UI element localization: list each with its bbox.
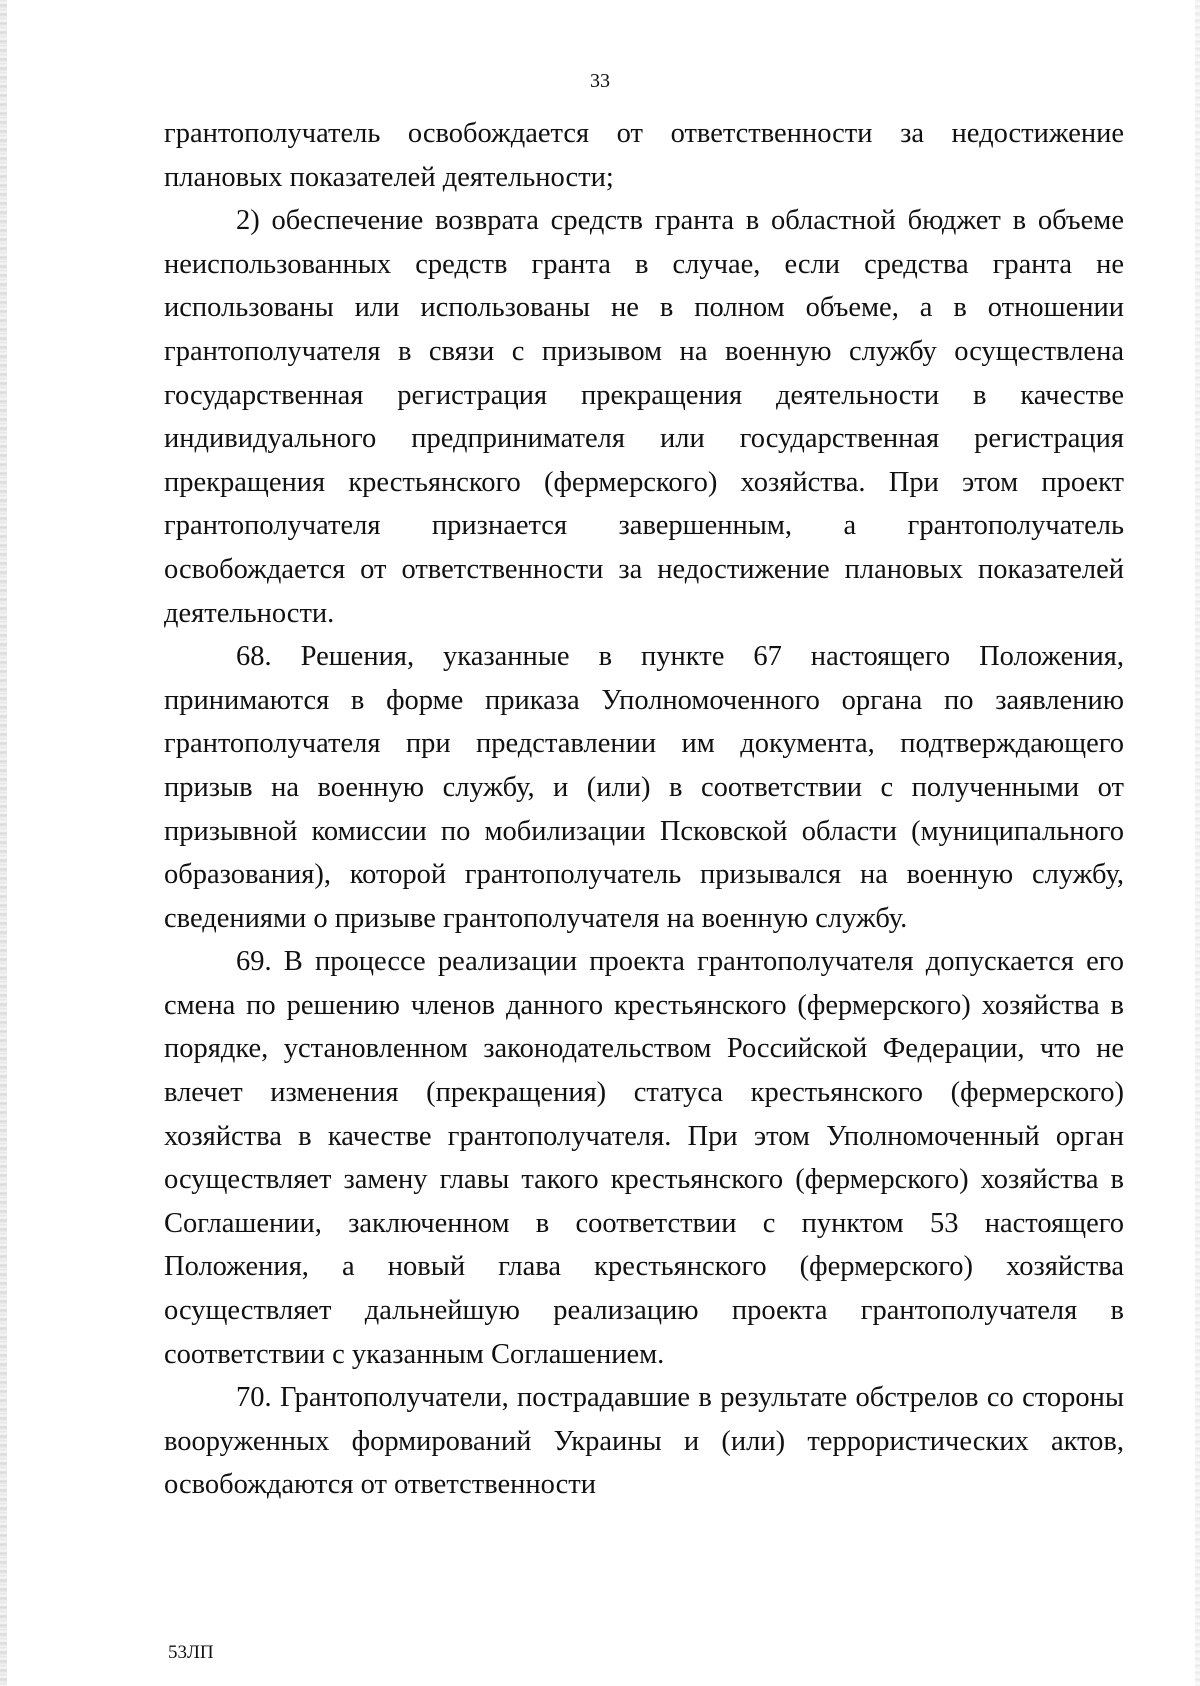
paragraph-70: 70. Грантополучатели, пострадавшие в результате обстрелов со стороны вооруженных формирований Украины и (или) террористических актов, освобождаются от ответственности: [164, 1382, 1124, 1501]
scan-edge-left: [0, 0, 7, 1686]
footer-document-code: 53ЛП: [168, 1642, 214, 1663]
page-number: 33: [590, 70, 610, 92]
paragraph-continuation: грантополучатель освобождается от ответственности за недостижение плановых показателей деятельности;: [164, 118, 1124, 193]
paragraph-68: 68. Решения, указанные в пункте 67 настоящего Положения, принимаются в форме приказа Уполномоченного органа по заявлению грантополучателя при представлении им документа, подтверждающего призыв на военную службу, и (или) в соответствии с полученными от призывной комиссии по мобилизации Псковской области (муниципального образования), которой грантополучатель призывался на военную службу, сведениями о призыве грантополучателя на военную службу.: [164, 641, 1124, 934]
scan-edge-right: [1195, 0, 1200, 1686]
paragraph-69: 69. В процессе реализации проекта грантополучателя допускается его смена по решению членов данного крестьянского (фермерского) хозяйства в порядке, установленном законодательством Российской Федерации, что не влечет изменения (прекращения) статуса крестьянского (фермерского) хозяйства в качестве грантополучателя. При этом Уполномоченный орган осуществляет замену главы такого крестьянского (фермерского) хозяйства в Соглашении, заключенном в соответствии с пунктом 53 настоящего Положения, а новый глава крестьянского (фермерского) хозяйства осуществляет дальнейшую реализацию проекта грантополучателя в соответствии с указанным Соглашением.: [164, 946, 1124, 1370]
paragraph-item-2: 2) обеспечение возврата средств гранта в областной бюджет в объеме неиспользованных средств гранта в случае, если средства гранта не использованы или использованы не в полном объеме, а в отношении грантополучателя в связи с призывом на военную службу осуществлена государственная регистрация прекращения деятельности в качестве индивидуального предпринимателя или государственная регистрация прекращения крестьянского (фермерского) хозяйства. При этом проект грантополучателя признается завершенным, а грантополучатель освобождается от ответственности за недостижение плановых показателей деятельности.: [164, 205, 1124, 629]
document-body: [164, 112, 1124, 1507]
